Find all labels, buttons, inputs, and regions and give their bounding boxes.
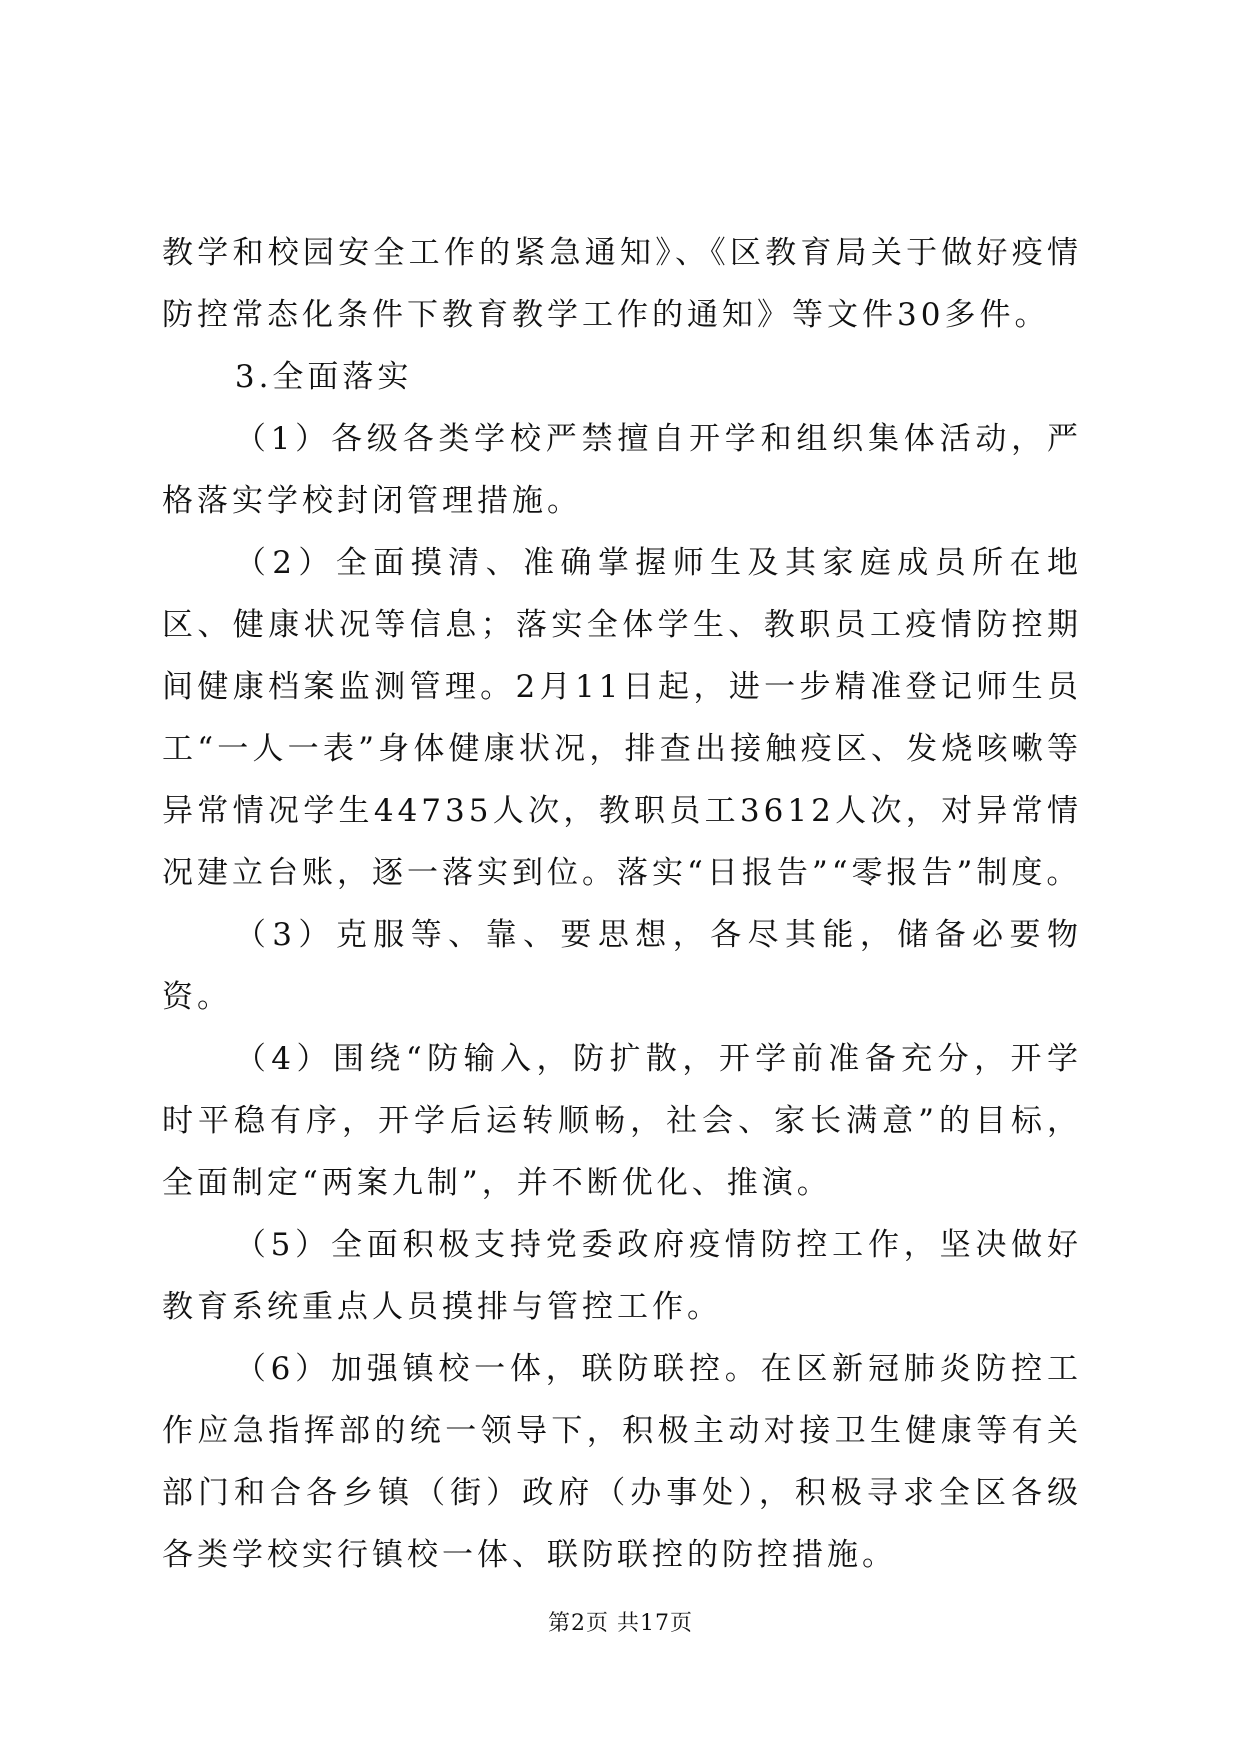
paragraph-item-2: （2）全面摸清、准确掌握师生及其家庭成员所在地区、健康状况等信息；落实全体学生、教职员工疫情防控期间健康档案监测管理。2月11日起，进一步精准登记师生员工“一人一表”身体健康状况，排查出接触疫区、发烧咳嗽等异常情况学生44735人次，教职员工3612人次，对异常情况建立台账，逐一落实到位。落实“日报告”“零报告”制度。: [162, 545, 1082, 891]
page-footer: [0, 1606, 1241, 1637]
section-heading-implementation: 3.全面落实: [234, 359, 413, 395]
paragraph-item-5: （5）全面积极支持党委政府疫情防控工作，坚决做好教育系统重点人员摸排与管控工作。: [162, 1227, 1082, 1325]
page-number-label: 第2页 共17页: [548, 1611, 693, 1636]
paragraph-item-3: （3）克服等、靠、要思想，各尽其能，储备必要物资。: [162, 917, 1082, 1015]
paragraph-item-6: （6）加强镇校一体，联防联控。在区新冠肺炎防控工作应急指挥部的统一领导下，积极主动对接卫生健康等有关部门和合各乡镇（街）政府（办事处），积极寻求全区各级各类学校实行镇校一体、联防联控的防控措施。: [162, 1351, 1082, 1573]
paragraph-item-1: （1）各级各类学校严禁擅自开学和组织集体活动，严格落实学校封闭管理措施。: [162, 421, 1082, 519]
body-text: [162, 222, 1082, 1586]
paragraph-continuation: 教学和校园安全工作的紧急通知》、《区教育局关于做好疫情防控常态化条件下教育教学工作的通知》等文件30多件。: [162, 235, 1082, 333]
paragraph-item-4: （4）围绕“防输入，防扩散，开学前准备充分，开学时平稳有序，开学后运转顺畅，社会、家长满意”的目标，全面制定“两案九制”，并不断优化、推演。: [162, 1041, 1082, 1201]
